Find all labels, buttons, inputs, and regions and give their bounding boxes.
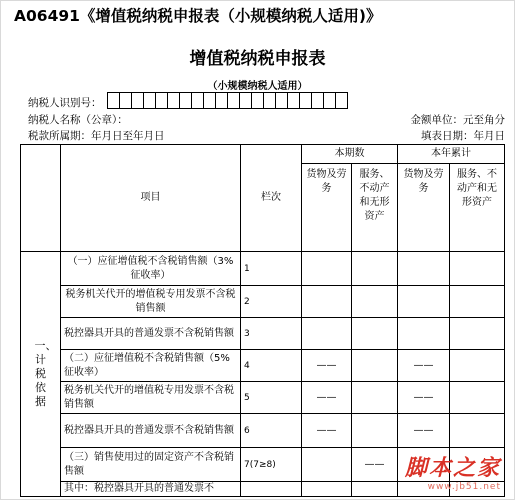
cell-goods-cumulative[interactable]	[398, 318, 450, 350]
cell-services-current[interactable]	[352, 350, 398, 382]
cell-services-cumulative[interactable]	[450, 350, 505, 382]
cell-services-cumulative[interactable]	[450, 414, 505, 448]
cell-goods-cumulative[interactable]	[398, 252, 450, 286]
row-line: 3	[241, 318, 302, 350]
id-digit-box[interactable]	[335, 92, 348, 109]
declaration-table	[20, 144, 505, 497]
form-subtitle: （小规模纳税人适用）	[207, 81, 308, 92]
cell-goods-current[interactable]: ——	[302, 350, 352, 382]
row-item: 税务机关代开的增值税专用发票不含税销售额	[61, 382, 241, 414]
cell-goods-current[interactable]	[302, 286, 352, 318]
row-line: 2	[241, 286, 302, 318]
header-line: 栏次	[241, 145, 302, 252]
row-line: 6	[241, 414, 302, 448]
row-line: 5	[241, 382, 302, 414]
cell-services-cumulative[interactable]	[450, 318, 505, 350]
cell-services-cumulative[interactable]	[450, 382, 505, 414]
cell-services-current[interactable]	[352, 318, 398, 350]
corner-cell	[21, 145, 61, 252]
cell-services-current[interactable]: ——	[352, 448, 398, 482]
cell-services-cumulative[interactable]	[450, 286, 505, 318]
taxpayer-name-label: 纳税人名称（公章）：	[28, 114, 128, 126]
cell-services-current[interactable]	[352, 414, 398, 448]
site-watermark	[405, 451, 501, 492]
tax-period-label: 税款所属期：年月日至年月日	[28, 130, 165, 142]
header-goods-current: 货物及劳务	[302, 164, 352, 252]
cell-goods-cumulative[interactable]: ——	[398, 382, 450, 414]
row-item: （二）应征增值税不含税销售额（5%征收率）	[61, 350, 241, 382]
taxpayer-id-label: 纳税人识别号：	[28, 97, 102, 109]
cell-goods-cumulative[interactable]: ——	[398, 414, 450, 448]
cell-goods-current[interactable]: ——	[302, 414, 352, 448]
cell-services-current[interactable]	[352, 252, 398, 286]
header-cumulative: 本年累计	[398, 145, 505, 164]
row-item: 其中：税控器具开具的普通发票不	[61, 482, 241, 497]
row-line	[241, 482, 302, 497]
header-item: 项目	[61, 145, 241, 252]
form-title: 增值税纳税申报表	[189, 49, 326, 69]
header-services-cumulative: 服务、不动产和无形资产	[450, 164, 505, 252]
watermark-url: www.jb51.net	[427, 482, 501, 492]
cell-goods-current[interactable]	[302, 482, 352, 497]
currency-unit: 金额单位：元至角分	[410, 114, 505, 126]
row-line: 1	[241, 252, 302, 286]
row-item: （一）应征增值税不含税销售额（3%征收率）	[61, 252, 241, 286]
document-title: A06491《增值税纳税申报表（小规模纳税人适用)》	[14, 7, 382, 25]
taxpayer-id-boxes[interactable]	[108, 92, 348, 109]
cell-goods-current[interactable]	[302, 318, 352, 350]
cell-services-current[interactable]	[352, 482, 398, 497]
cell-services-cumulative[interactable]	[450, 252, 505, 286]
header-services-current: 服务、不动产和无形资产	[352, 164, 398, 252]
watermark-logo-text: 脚本之家	[404, 456, 501, 481]
row-item: 税控器具开具的普通发票不含税销售额	[61, 414, 241, 448]
section-tax-basis	[21, 252, 61, 497]
cell-goods-current[interactable]	[302, 448, 352, 482]
cell-goods-current[interactable]	[302, 252, 352, 286]
row-line: 4	[241, 350, 302, 382]
cell-goods-cumulative[interactable]: ——	[398, 350, 450, 382]
row-item: （三）销售使用过的固定资产不含税销售额	[61, 448, 241, 482]
cell-goods-current[interactable]: ——	[302, 382, 352, 414]
header-current-period: 本期数	[302, 145, 398, 164]
cell-services-current[interactable]	[352, 286, 398, 318]
row-item: 税务机关代开的增值税专用发票不含税销售额	[61, 286, 241, 318]
row-line: 7(7≥8)	[241, 448, 302, 482]
fill-date-label: 填表日期：年月日	[421, 130, 505, 142]
header-goods-cumulative: 货物及劳务	[398, 164, 450, 252]
cell-services-current[interactable]	[352, 382, 398, 414]
row-item: 税控器具开具的普通发票不含税销售额	[61, 318, 241, 350]
cell-goods-cumulative[interactable]	[398, 286, 450, 318]
section-label: 一、计税依据	[34, 339, 57, 408]
